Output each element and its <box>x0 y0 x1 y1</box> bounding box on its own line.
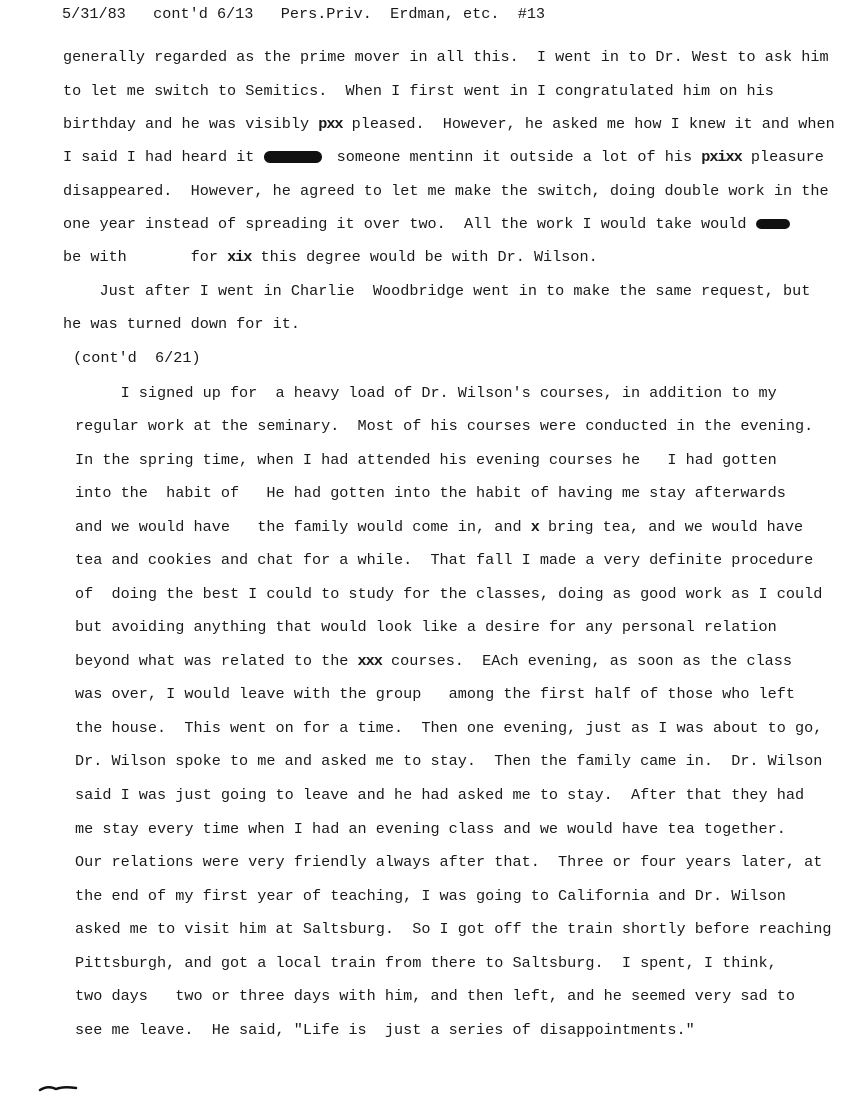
text-line: the end of my first year of teaching, I was going to California and Dr. Wilson <box>75 887 786 905</box>
text-line: asked me to visit him at Saltsburg. So I got off the train shortly before reaching <box>75 920 832 938</box>
text-line: Just after I went in Charlie Woodbridge went in to make the same request, but <box>63 282 811 300</box>
text-line: regular work at the seminary. Most of his courses were conducted in the evening. <box>75 417 814 435</box>
text-line: see me leave. He said, "Life is just a series of disappointments." <box>75 1021 695 1039</box>
text-line: I signed up for a heavy load of Dr. Wilson's courses, in addition to my <box>75 384 777 402</box>
text-line: of doing the best I could to study for the classes, doing as good work as I could <box>75 585 823 603</box>
text-line: one year instead of spreading it over two. All the work I would take would <box>63 215 790 233</box>
text-line: said I was just going to leave and he had asked me to stay. After that they had <box>75 786 805 804</box>
text-line: but avoiding anything that would look like a desire for any personal relation <box>75 618 777 636</box>
section-label: (cont'd 6/21) <box>73 349 201 367</box>
text-line: birthday and he was visibly pxx pleased. However, he asked me how I knew it and when <box>63 115 835 133</box>
text-line: I said I had heard it someone mentinn it outside a lot of his pxixx pleasure <box>63 148 824 166</box>
text-line: In the spring time, when I had attended his evening courses he I had gotten <box>75 451 777 469</box>
struck-text: x <box>530 518 539 536</box>
struck-text: xxx <box>357 652 382 670</box>
text-line: into the habit of He had gotten into the habit of having me stay afterwards <box>75 484 786 502</box>
struck-text: pxixx <box>701 148 742 166</box>
text-line: beyond what was related to the xxx courses. EAch evening, as soon as the class <box>75 652 793 670</box>
text-line: and we would have the family would come in, and x bring tea, and we would have <box>75 518 804 536</box>
struck-text: xix <box>227 248 252 266</box>
text-line: Pittsburgh, and got a local train from there to Saltsburg. I spent, I think, <box>75 954 777 972</box>
page-header: 5/31/83 cont'd 6/13 Pers.Priv. Erdman, etc. #13 <box>62 5 546 23</box>
text-line: disappeared. However, he agreed to let me make the switch, doing double work in the <box>63 182 829 200</box>
ink-blot <box>264 151 322 163</box>
text-line: the house. This went on for a time. Then one evening, just as I was about to go, <box>75 719 823 737</box>
text-line: two days two or three days with him, and then left, and he seemed very sad to <box>75 987 796 1005</box>
ink-blot <box>756 219 790 229</box>
struck-text: pxx <box>318 115 343 133</box>
text-line: generally regarded as the prime mover in all this. I went in to Dr. West to ask him <box>63 48 829 66</box>
text-line: be with for xix this degree would be with Dr. Wilson. <box>63 248 598 266</box>
text-line: me stay every time when I had an evening class and we would have tea together. <box>75 820 786 838</box>
text-line: was over, I would leave with the group among the first half of those who left <box>75 685 796 703</box>
pen-mark <box>38 1084 78 1092</box>
text-line: to let me switch to Semitics. When I first went in I congratulated him on his <box>63 82 774 100</box>
text-line: Our relations were very friendly always after that. Three or four years later, at <box>75 853 823 871</box>
text-line: he was turned down for it. <box>63 315 300 333</box>
text-line: Dr. Wilson spoke to me and asked me to stay. Then the family came in. Dr. Wilson <box>75 752 823 770</box>
text-line: tea and cookies and chat for a while. That fall I made a very definite procedure <box>75 551 814 569</box>
